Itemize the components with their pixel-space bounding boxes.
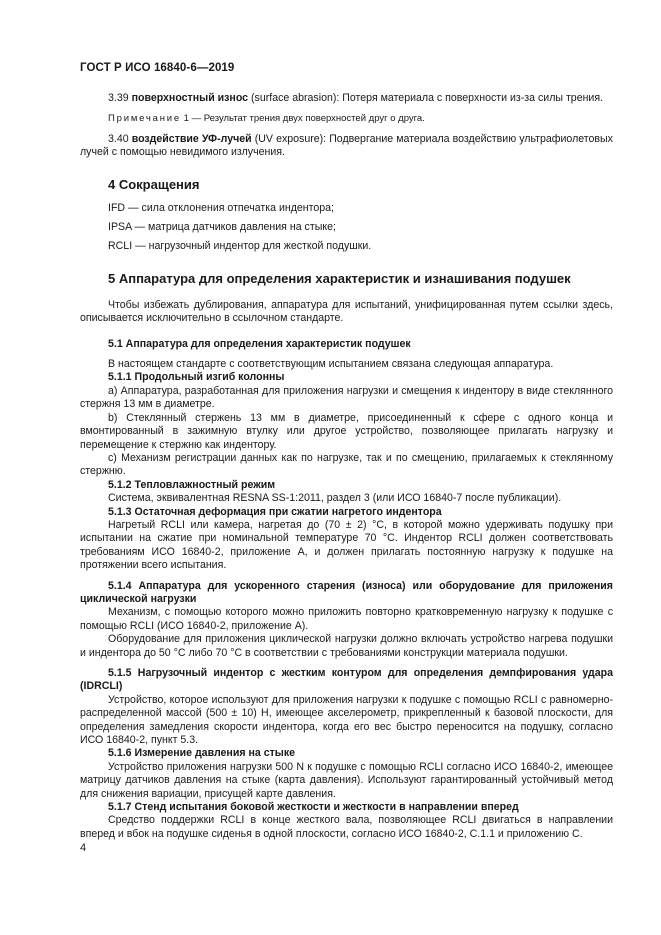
section-5-1-4-text-1: Механизм, с помощью которого можно приложить повторно кратковременную нагрузку к подушке с помощью RCLI (ИСО 16840-2, приложение A).	[80, 606, 613, 632]
section-5-1-3-text: Нагретый RCLI или камера, нагретая до (70 ± 2) °C, в которой можно удерживать подушку при испытании на сжатие при номинальной температуре 70 °C. Индентор RCLI должен соответствовать требованиям ИСО 16840-2, приложение A, и должен прилагать постоянную нагрузку к подушке на протяжении всего испытания.	[80, 518, 613, 572]
section-5-1-7-text: Средство поддержки RCLI в конце жесткого вала, позволяющее RCLI двигаться в направлении вперед и вбок на подушке сиденья в одной плоскости, согласно ИСО 16840-2, С.1.1 и приложению С.	[80, 814, 613, 840]
list-item: IFD — сила отклонения отпечатка индентора;	[108, 201, 334, 214]
list-item: IPSA — матрица датчиков давления на стыке;	[108, 221, 336, 234]
term-text: (surface abrasion): Потеря материала с поверхности из-за силы трения.	[251, 92, 604, 104]
section-5-1-1-title: 5.1.1 Продольный изгиб колонны	[108, 371, 285, 384]
section-5-1-6-text: Устройство приложения нагрузки 500 N к подушке с помощью RCLI согласно ИСО 16840-2, имеющее матрицу датчиков давления на стыке (карта давления). Используют гарантированный устойчивый метод для снижения вариации, присущей карте давления.	[80, 760, 613, 800]
term-number: 3.40	[108, 132, 129, 145]
section-5-1-2-title: 5.1.2 Тепловлажностный режим	[108, 478, 276, 491]
section-5-1-5-title: 5.1.5 Нагрузочный индентор с жестким контуром для определения демпфирования удара (IDRCLI)	[80, 667, 613, 693]
section-5-intro: Чтобы избежать дублирования, аппаратура для испытаний, унифицированная путем ссылки здесь, описывается исключительно в ссылочном стандарте.	[80, 298, 613, 325]
term-name: воздействие УФ-лучей	[131, 132, 252, 145]
document-header: ГОСТ Р ИСО 16840-6—2019	[80, 62, 235, 74]
section-5-1-4-text-2: Оборудование для приложения циклической нагрузки должно включать устройство нагрева подушки и индентора до 50 °C либо 70 °C в соответствии с требованиями конструкции материала подушки.	[80, 633, 613, 659]
list-item: RCLI — нагрузочный индентор для жесткой подушки.	[108, 240, 372, 253]
note-label: Примечание	[108, 113, 181, 125]
section-5-1-1-a: a) Аппаратура, разработанная для приложения нагрузки и смещения к индентору в виде стеклянного стержня 13 мм в диаметре.	[80, 384, 613, 411]
page-number: 4	[80, 842, 87, 854]
section-5-1-1-c: c) Механизм регистрации данных как по нагрузке, так и по смещению, прилагаемых к стеклянному стержню.	[80, 451, 613, 478]
section-5-1-2-text: Система, эквивалентная RESNA SS-1:2011, раздел 3 (или ИСО 16840-7 после публикации).	[108, 492, 562, 505]
section-5-1-6-title: 5.1.6 Измерение давления на стыке	[108, 747, 296, 760]
section-5-title: 5 Аппаратура для определения характеристик и изнашивания подушек	[108, 270, 571, 286]
abbreviations-list	[80, 202, 613, 254]
section-5-1-text: В настоящем стандарте с соответствующим испытанием связана следующая аппаратура.	[108, 358, 554, 371]
term-3-40	[80, 133, 613, 160]
section-5-1-7-title: 5.1.7 Стенд испытания боковой жесткости и жесткости в направлении вперед	[108, 801, 519, 814]
section-5-1-5-text: Устройство, которое используют для приложения нагрузки к подушке с помощью RCLI с равномерно-распределенной массой (500 ± 10) Н, имеющее акселерометр, прикрепленный к базовой плоскости, для определения замедления скорости индентора, когда его вес быстро переносится на подушку, согласно ИСО 16840-2, пункт 5.3.	[80, 693, 613, 747]
section-5-1-4-title: 5.1.4 Аппаратура для ускоренного старения (износа) или оборудование для приложения циклической нагрузки	[80, 579, 613, 605]
term-name: поверхностный износ	[131, 92, 249, 104]
section-5-1-3-title: 5.1.3 Остаточная деформация при сжатии нагретого индентора	[108, 505, 442, 518]
term-3-39	[80, 92, 613, 105]
note-3-39	[80, 112, 613, 125]
term-text: (UV exposure): Подвергание материала воздействию ультрафиолетовых лучей с помощью невидимого излучения.	[80, 132, 613, 159]
term-number: 3.39	[108, 92, 129, 104]
section-5-1-title: 5.1 Аппаратура для определения характеристик подушек	[108, 337, 411, 350]
document-body	[80, 92, 613, 841]
note-text: 1 — Результат трения двух поверхностей друг о друга.	[183, 113, 425, 125]
section-5-1-1-b: b) Стеклянный стержень 13 мм в диаметре, присоединенный к сфере с одного конца и вмонтированный в зажимную втулку или другое устройство, позволяющее прилагать нагрузку и перемещение к стержню как индентору.	[80, 411, 613, 451]
section-4-title: 4 Сокращения	[108, 176, 200, 192]
